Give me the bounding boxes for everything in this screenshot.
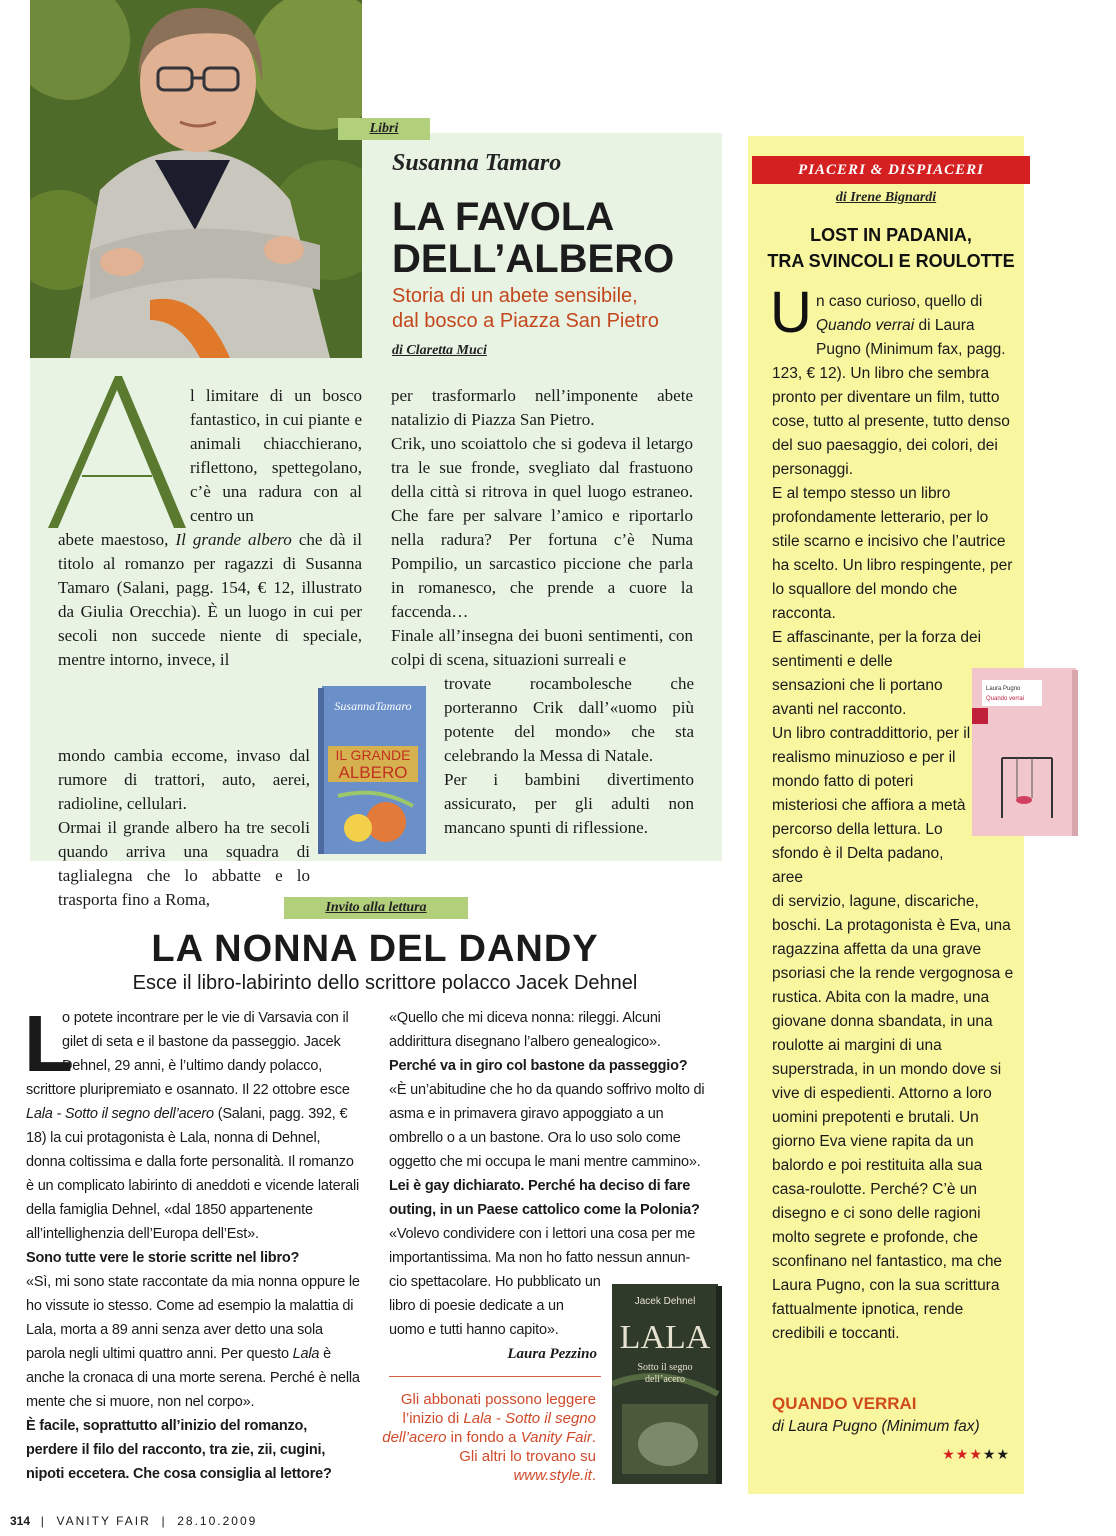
italic-run: Lala - Sotto il segno dell’acero bbox=[382, 1410, 596, 1446]
cover-title: Quando verrai bbox=[986, 696, 1025, 702]
article-title: LA NONNA DEL DANDY bbox=[151, 928, 599, 970]
paragraph: o potete incontrare per le vie di Varsavia con il gilet di seta e il bastone da passeggio. Jacek Dehnel, 29 anni, è l’ultimo dandy polacco, bbox=[62, 1010, 349, 1074]
website-link[interactable]: www.style.it bbox=[513, 1467, 592, 1484]
subscriber-note bbox=[380, 1390, 596, 1485]
issue-date: 28.10.2009 bbox=[177, 1514, 258, 1528]
paragraph: di servizio, lagune, discariche, boschi. La protagonista è Eva, una ragazzina affetta da una grave psoriasi che la rende vergognosa e rustica. Abita con la madre, una giovane donna sbandata, in una roulotte ai margini di una superstrada, in un mondo dove si vive di espedienti. Attorno a loro uomini prepotenti e brutali. Un giorno Eva viene rapita da un balordo e poi restituita alla sua casa-roulotte. Perché? C’è un disegno e ci sono delle ragioni molto segrete e profonde, che sconfinano nel fantastico, ma che Laura Pugno, con la sua scrittura fattualmente ipnotica, rende credibili e toccanti. bbox=[772, 893, 1014, 1342]
paragraph: sensazioni che li portano avanti nel racconto. bbox=[772, 677, 943, 718]
author-photo bbox=[30, 0, 362, 358]
divider bbox=[389, 1376, 601, 1377]
question-text: Lei è gay dichiarato. Perché ha deciso di fare outing, in un Paese cattolico come la Polonia? bbox=[389, 1178, 700, 1218]
text-run: è anche la cronaca di una morte serena. Perché è nella mente che si muore, non nel corpo». bbox=[26, 1346, 360, 1410]
question-text: Perché va in giro col bastone da passeggio? bbox=[389, 1058, 688, 1074]
paragraph: «Quello che mi diceva nonna: rileggi. Alcuni addirittura disegnano l’albero genealogico». bbox=[389, 1010, 661, 1050]
rating-stars bbox=[900, 1446, 1010, 1463]
book-title-italic: Lala bbox=[292, 1346, 320, 1362]
body-text bbox=[389, 1270, 603, 1342]
paragraph bbox=[26, 1078, 360, 1246]
byline: di Claretta Muci bbox=[392, 343, 487, 358]
cover-subtitle: dell’acero bbox=[645, 1374, 685, 1385]
text-run: in fondo a bbox=[446, 1429, 521, 1446]
body-text bbox=[26, 1078, 360, 1486]
section-tag: Libri bbox=[338, 118, 430, 140]
cover-subtitle: Sotto il segno bbox=[637, 1362, 693, 1373]
text-run: . Gli altri lo trovano su bbox=[459, 1429, 596, 1465]
paragraph: l limitare di un bosco fantastico, in cui piante e animali chiacchierano, riflettono, spettegolano, c’è una radura con al centro un bbox=[190, 386, 362, 525]
cover-title: ALBERO bbox=[338, 763, 408, 782]
text-run: abete maestoso, bbox=[58, 530, 176, 549]
body-text bbox=[62, 1006, 360, 1078]
footer-separator: | bbox=[156, 1514, 172, 1528]
section-tag: Invito alla lettura bbox=[284, 897, 468, 919]
magazine-name: VANITY FAIR bbox=[56, 1514, 151, 1528]
title-line: DELL’ALBERO bbox=[392, 237, 675, 281]
page-number: 314 bbox=[10, 1514, 31, 1528]
cover-author: Jacek Dehnel bbox=[634, 1296, 696, 1307]
dropcap-a-graphic bbox=[40, 372, 190, 532]
text-run: Gli abbonati possono leggere l’inizio di bbox=[400, 1391, 596, 1427]
paragraph: trovate rocambolesche che porteranno Crik dall’«uomo più potente del mondo» che sta celebrando la Messa di Natale. bbox=[444, 674, 694, 765]
book-title-italic: Lala - Sotto il segno dell’acero bbox=[26, 1106, 214, 1122]
star-icon: ★★★ bbox=[942, 1446, 983, 1462]
question bbox=[389, 1054, 721, 1078]
body-text bbox=[58, 744, 310, 912]
paragraph bbox=[58, 528, 362, 672]
question-text: Sono tutte vere le storie scritte nel libro? bbox=[26, 1250, 300, 1266]
body-text bbox=[190, 384, 362, 528]
dropcap: U bbox=[770, 280, 812, 345]
cover-title: IL GRANDE bbox=[335, 747, 411, 763]
book-cover-il-grande-albero bbox=[318, 686, 428, 856]
book-cover-quando-verrai bbox=[972, 668, 1080, 838]
article-title bbox=[392, 196, 712, 280]
paragraph: Un libro contraddittorio, per il realismo minuzioso e per il mondo fatto di poteri misteriosi che affiora a metà percorso della lettura. Lo sfondo è il Delta padano, aree bbox=[772, 725, 971, 886]
cover-title: LALA bbox=[619, 1319, 711, 1356]
book-cover-lala bbox=[612, 1284, 722, 1486]
paragraph: E affascinante, per la forza dei sentimenti e delle bbox=[772, 629, 982, 670]
paragraph: per trasformarlo nell’imponente abete natalizio di Piazza San Pietro. bbox=[391, 386, 693, 429]
paragraph: Per i bambini divertimento assicurato, per gli adulti non mancano spunti di riflessione. bbox=[444, 770, 694, 837]
cover-author: Laura Pugno bbox=[986, 686, 1021, 692]
text-run: che dà il titolo al romanzo per ragazzi di Susanna Tamaro (Salani, pagg. 154, € 12, illustrato da Giulia Orecchia). È un luogo in cui per secoli non succede niente di speciale, mentre intorno, invece, il bbox=[58, 530, 362, 669]
book-title-italic: Il grande albero bbox=[175, 530, 292, 549]
paragraph bbox=[26, 1270, 360, 1414]
book-author: di Laura Pugno (Minimum fax) bbox=[772, 1418, 980, 1435]
sidebar-tag: PIACERI & DISPIACERI bbox=[752, 156, 1030, 184]
book-title: QUANDO VERRAI bbox=[772, 1394, 917, 1413]
title-line: TRA SVINCOLI E ROULOTTE bbox=[767, 251, 1015, 271]
text-run: n caso curioso, quello di bbox=[816, 293, 983, 310]
text-run: scrittore pluripremiato e osannato. Il 22 ottobre esce bbox=[26, 1082, 350, 1098]
star-icon: ★★ bbox=[982, 1446, 1010, 1462]
italic-run: Vanity Fair bbox=[520, 1429, 592, 1446]
paragraph: Finale all’insegna dei buoni sentimenti, con colpi di scena, situazioni surreali e bbox=[391, 626, 693, 669]
dropcap: L bbox=[24, 999, 73, 1088]
paragraph: «Volevo condividere con i lettori una cosa per me importantissima. Ma non ho fatto nessun annun- bbox=[389, 1226, 696, 1266]
paragraph: 123, € 12). Un libro che sembra pronto per diventare un film, tutto cose, tutto al presente, tutto denso del suo paesaggio, dei colori, dei personaggi. bbox=[772, 365, 1010, 478]
title-line: LOST IN PADANIA, bbox=[810, 225, 972, 245]
body-text bbox=[772, 674, 972, 890]
body-text bbox=[391, 384, 693, 672]
question bbox=[389, 1174, 721, 1222]
text-run: «Sì, mi sono state raccontate da mia nonna oppure le ho vissute io stesso. Come ad esempio la malattia di Lala, morta a 89 anni senza aver detto una sola parola negli ultimi quattro anni. Per questo bbox=[26, 1274, 360, 1362]
body-text bbox=[58, 528, 362, 672]
page-footer bbox=[10, 1514, 257, 1528]
question bbox=[26, 1246, 360, 1270]
question bbox=[26, 1414, 360, 1486]
sidebar-title bbox=[748, 222, 1034, 274]
paragraph: Crik, uno scoiattolo che si godeva il letargo tra le sue fronde, svegliato dal frastuono della città si ritrova in quel luogo estraneo. Che fare per salvare l’amico e riportarlo nella radura? Per fortuna c’è Numa Pompilio, un sarcastico piccione che parla in romanesco, che prende a cuore la faccenda… bbox=[391, 434, 693, 621]
paragraph: «È un’abitudine che ho da quando soffrivo molto di asma e in primavera giravo appoggiato a un ombrello o a un bastone. Ora lo uso solo come oggetto che mi occupa le mani mentre cammino». bbox=[389, 1082, 705, 1170]
sidebar-byline: di Irene Bignardi bbox=[835, 190, 937, 205]
paragraph: E al tempo stesso un libro profondamente letterario, per lo stile scarno e incisivo che l’autrice ha scelto. Un libro respingente, per lo squallore del mondo che racconta. bbox=[772, 485, 1013, 622]
text-run: di Laura Pugno (Minimum fax, pagg. bbox=[816, 317, 1006, 358]
article-subtitle bbox=[392, 284, 712, 334]
text-run: . bbox=[591, 1467, 596, 1484]
paragraph bbox=[816, 290, 1016, 362]
text-run: (Salani, pagg. 392, € 18) la cui protagonista è Lala, nonna di Dehnel, donna coltissima e dalla forte personalità. Il romanzo è un complicato labirinto di aneddoti e vicende laterali della famiglia Dehnel, «dal 1850 appartenente all’intellighenzia dell’Europa dell’Est». bbox=[26, 1106, 359, 1242]
article-subtitle: Esce il libro-labirinto dello scrittore polacco Jacek Dehnel bbox=[132, 972, 638, 994]
paragraph: mondo cambia eccome, invaso dal rumore di trattori, auto, aerei, radioline, cellulari. bbox=[58, 746, 310, 813]
body-text bbox=[816, 290, 1016, 362]
title-line: LA FAVOLA bbox=[392, 195, 615, 239]
subtitle-line: dal bosco a Piazza San Pietro bbox=[392, 310, 659, 332]
paragraph: Ormai il grande albero ha tre secoli quando arriva una squadra di taglialegna che lo abbatte e lo trasporta fino a Roma, bbox=[58, 818, 310, 909]
body-text bbox=[772, 890, 1017, 1346]
cover-author: SusannaTamaro bbox=[334, 699, 412, 713]
author-signature: Laura Pezzino bbox=[507, 1346, 597, 1362]
body-text bbox=[444, 672, 694, 840]
footer-separator: | bbox=[35, 1514, 52, 1528]
body-text bbox=[389, 1006, 721, 1270]
question-text: È facile, soprattutto all’inizio del romanzo, perdere il filo del racconto, tra zie, zii, cugini, nipoti eccetera. Che cosa consiglia al lettore? bbox=[26, 1418, 332, 1482]
author-name: Susanna Tamaro bbox=[392, 150, 562, 176]
subtitle-line: Storia di un abete sensibile, bbox=[392, 285, 638, 307]
paragraph: cio spettacolare. Ho pubblicato un libro di poesie dedicate a un uomo e tutti hanno capito». bbox=[389, 1274, 601, 1338]
body-text bbox=[772, 362, 1017, 674]
book-title-italic: Quando verrai bbox=[816, 317, 915, 334]
